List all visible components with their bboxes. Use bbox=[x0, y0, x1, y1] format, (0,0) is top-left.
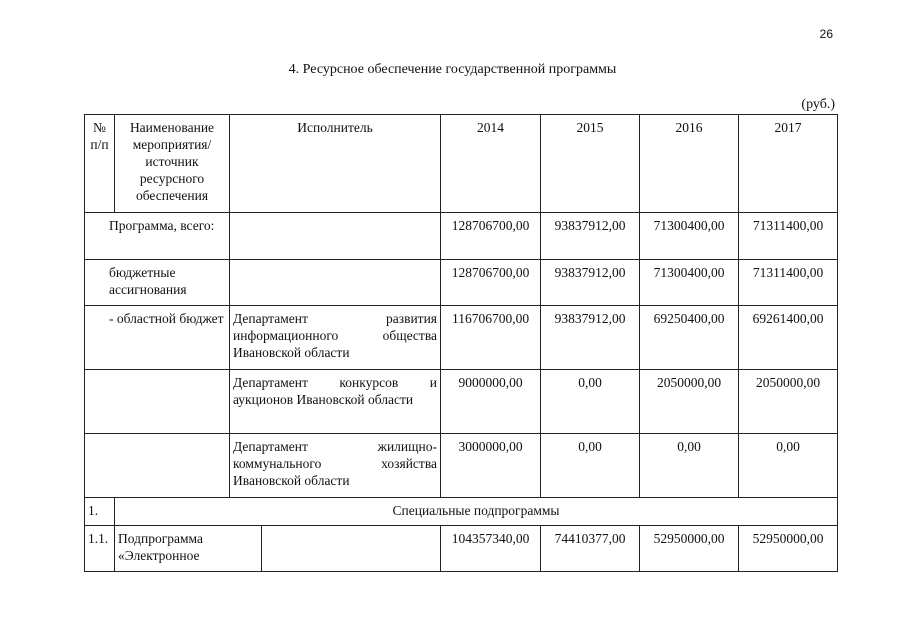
sub-executor bbox=[262, 526, 441, 572]
section-label: Специальные подпрограммы bbox=[115, 498, 838, 526]
table-row bbox=[85, 434, 838, 498]
sub-value-2015: 74410377,00 bbox=[541, 526, 640, 572]
row-name: - областной бюджет bbox=[85, 306, 230, 370]
row-value-2014: 3000000,00 bbox=[441, 434, 541, 498]
row-value-2016: 69250400,00 bbox=[640, 306, 739, 370]
row-name: бюджетные ассигнования bbox=[85, 260, 230, 306]
row-value-2015: 93837912,00 bbox=[541, 260, 640, 306]
row-value-2015: 93837912,00 bbox=[541, 306, 640, 370]
section-row bbox=[85, 498, 838, 526]
row-value-2016: 0,00 bbox=[640, 434, 739, 498]
row-value-2015: 93837912,00 bbox=[541, 213, 640, 260]
table-row bbox=[85, 370, 838, 434]
row-value-2014: 128706700,00 bbox=[441, 260, 541, 306]
table-row bbox=[85, 260, 838, 306]
row-value-2017: 69261400,00 bbox=[739, 306, 838, 370]
subprogram-row bbox=[85, 526, 838, 572]
row-value-2016: 71300400,00 bbox=[640, 260, 739, 306]
sub-value-2016: 52950000,00 bbox=[640, 526, 739, 572]
sub-no: 1.1. bbox=[85, 526, 115, 572]
row-value-2014: 116706700,00 bbox=[441, 306, 541, 370]
row-value-2017: 2050000,00 bbox=[739, 370, 838, 434]
row-executor bbox=[230, 213, 441, 260]
row-value-2017: 0,00 bbox=[739, 434, 838, 498]
header-2014: 2014 bbox=[441, 115, 541, 213]
section-no: 1. bbox=[85, 498, 115, 526]
table-row bbox=[85, 213, 838, 260]
row-executor: Департамент развития информационного общества Ивановской области bbox=[230, 306, 441, 370]
row-value-2016: 2050000,00 bbox=[640, 370, 739, 434]
row-value-2017: 71311400,00 bbox=[739, 260, 838, 306]
header-2017: 2017 bbox=[739, 115, 838, 213]
row-value-2017: 71311400,00 bbox=[739, 213, 838, 260]
row-name bbox=[85, 434, 230, 498]
page-number: 26 bbox=[819, 27, 833, 41]
header-2015: 2015 bbox=[541, 115, 640, 213]
row-executor: Департамент жилищно-коммунального хозяйства Ивановской области bbox=[230, 434, 441, 498]
row-name: Программа, всего: bbox=[85, 213, 230, 260]
sub-value-2014: 104357340,00 bbox=[441, 526, 541, 572]
header-row bbox=[85, 115, 838, 213]
header-executor: Исполнитель bbox=[230, 115, 441, 213]
resource-table bbox=[84, 114, 838, 572]
row-value-2015: 0,00 bbox=[541, 370, 640, 434]
table-row bbox=[85, 306, 838, 370]
sub-name: Подпрограмма «Электронное bbox=[115, 526, 262, 572]
row-value-2014: 9000000,00 bbox=[441, 370, 541, 434]
header-2016: 2016 bbox=[640, 115, 739, 213]
header-no: № п/п bbox=[85, 115, 115, 213]
row-executor bbox=[230, 260, 441, 306]
row-value-2014: 128706700,00 bbox=[441, 213, 541, 260]
document-title: 4. Ресурсное обеспечение государственной программы bbox=[288, 62, 617, 77]
header-name: Наименование мероприятия/ источник ресурсного обеспечения bbox=[115, 115, 230, 213]
sub-value-2017: 52950000,00 bbox=[739, 526, 838, 572]
row-value-2016: 71300400,00 bbox=[640, 213, 739, 260]
currency-unit: (руб.) bbox=[801, 97, 835, 112]
row-executor: Департамент конкурсов и аукционов Ивановской области bbox=[230, 370, 441, 434]
row-name bbox=[85, 370, 230, 434]
row-value-2015: 0,00 bbox=[541, 434, 640, 498]
